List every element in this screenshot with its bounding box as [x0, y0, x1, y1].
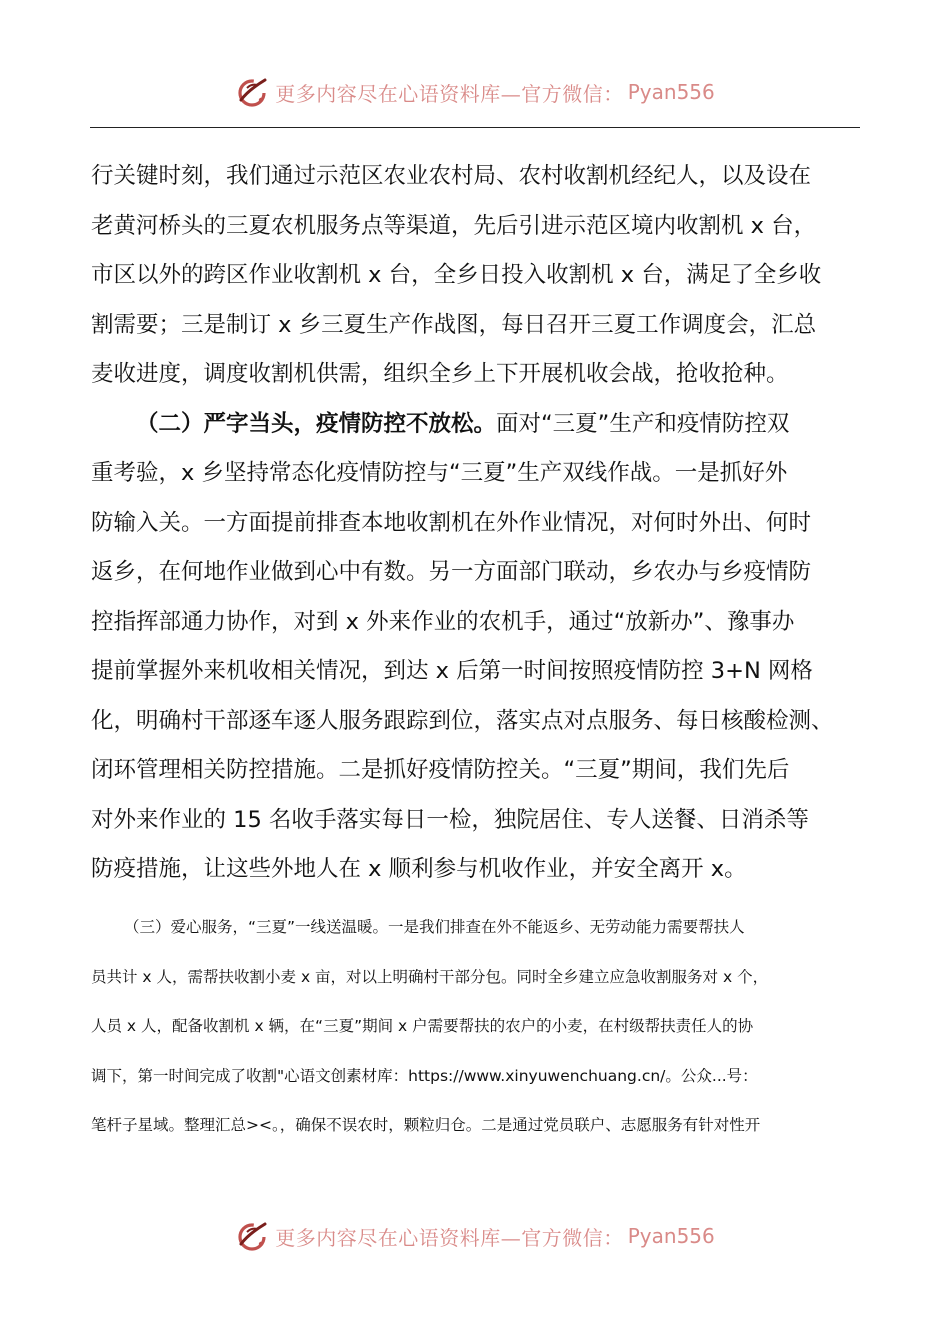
paragraph-line: 重考验，x 乡坚持常态化疫情防控与“三夏”生产双线作战。一是抓好外: [91, 460, 788, 486]
paragraph-line: 麦收进度，调度收割机供需，组织全乡上下开展机收会战，抢收抢种。: [91, 361, 789, 387]
header-divider: [90, 127, 860, 128]
paragraph-line-rest: 面对“三夏”生产和疫情防控双: [496, 410, 790, 437]
paragraph-line: 防输入关。一方面提前排查本地收割机在外作业情况，对何时外出、何时: [91, 509, 812, 536]
section-heading: （二）严字当头，疫情防控不放松。: [136, 410, 497, 437]
brush-circle-logo-icon: [235, 1218, 271, 1254]
paragraph-line: 行关键时刻，我们通过示范区农业农村局、农村收割机经纪人，以及设在: [91, 163, 812, 189]
paragraph-line: 笔杆子星域。整理汇总><。，确保不误农时，颗粒归仓。二是通过党员联户、志愿服务有针对性开: [91, 1116, 761, 1134]
banner-wechat-id: Pyan556: [627, 1224, 715, 1248]
paragraph-line: 割需要；三是制订 x 乡三夏生产作战图，每日召开三夏工作调度会，汇总: [91, 311, 817, 338]
paragraph-line: 调下，第一时间完成了收割"心语文创素材库：https://www.xinyuwenchuang.cn/。公众...号：: [91, 1066, 758, 1085]
footer-watermark-banner: [0, 1214, 950, 1258]
banner-text: 更多内容尽在心语资料库—官方微信：: [275, 1225, 624, 1250]
paragraph-line: 闭环管理相关防控措施。二是抓好疫情防控关。“三夏”期间，我们先后: [91, 757, 790, 783]
paragraph-line: 市区以外的跨区作业收割机 x 台，全乡日投入收割机 x 台，满足了全乡收: [91, 262, 822, 288]
header-watermark-banner: [0, 70, 950, 114]
paragraph-line: 员共计 x 人，需帮扶收割小麦 x 亩，对以上明确村干部分包。同时全乡建立应急收割服务对 x 个，: [91, 967, 769, 986]
paragraph-line: 返乡，在何地作业做到心中有数。另一方面部门联动，乡农办与乡疫情防: [91, 559, 812, 585]
paragraph-line: 人员 x 人，配备收割机 x 辆，在“三夏”期间 x 户需要帮扶的农户的小麦，在村级帮扶责任人的协: [91, 1017, 754, 1035]
section-heading-line: [91, 400, 867, 450]
paragraph-line: 防疫措施，让这些外地人在 x 顺利参与机收作业，并安全离开 x。: [91, 856, 747, 882]
small-text-paragraph: [91, 903, 867, 1151]
paragraph-line: 老黄河桥头的三夏农机服务点等渠道，先后引进示范区境内收割机 x 台，: [91, 212, 817, 239]
paragraph-line: 控指挥部通力协作，对到 x 外来作业的农机手，通过“放新办”、豫事办: [91, 608, 795, 635]
brush-circle-logo-icon: [235, 74, 271, 110]
paragraph-line: 化，明确村干部逐车逐人服务跟踪到位，落实点对点服务、每日核酸检测、: [91, 707, 834, 734]
paragraph-line: 提前掌握外来机收相关情况，到达 x 后第一时间按照疫情防控 3+N 网格: [91, 658, 813, 684]
banner-text: 更多内容尽在心语资料库—官方微信：: [275, 81, 624, 106]
paragraph-line: （三）爱心服务，“三夏”一线送温暖。一是我们排查在外不能返乡、无劳动能力需要帮扶人: [124, 918, 745, 936]
document-body: [91, 152, 867, 895]
paragraph-line: 对外来作业的 15 名收手落实每日一检，独院居住、专人送餐、日消杀等: [91, 806, 809, 833]
banner-wechat-id: Pyan556: [627, 80, 715, 104]
